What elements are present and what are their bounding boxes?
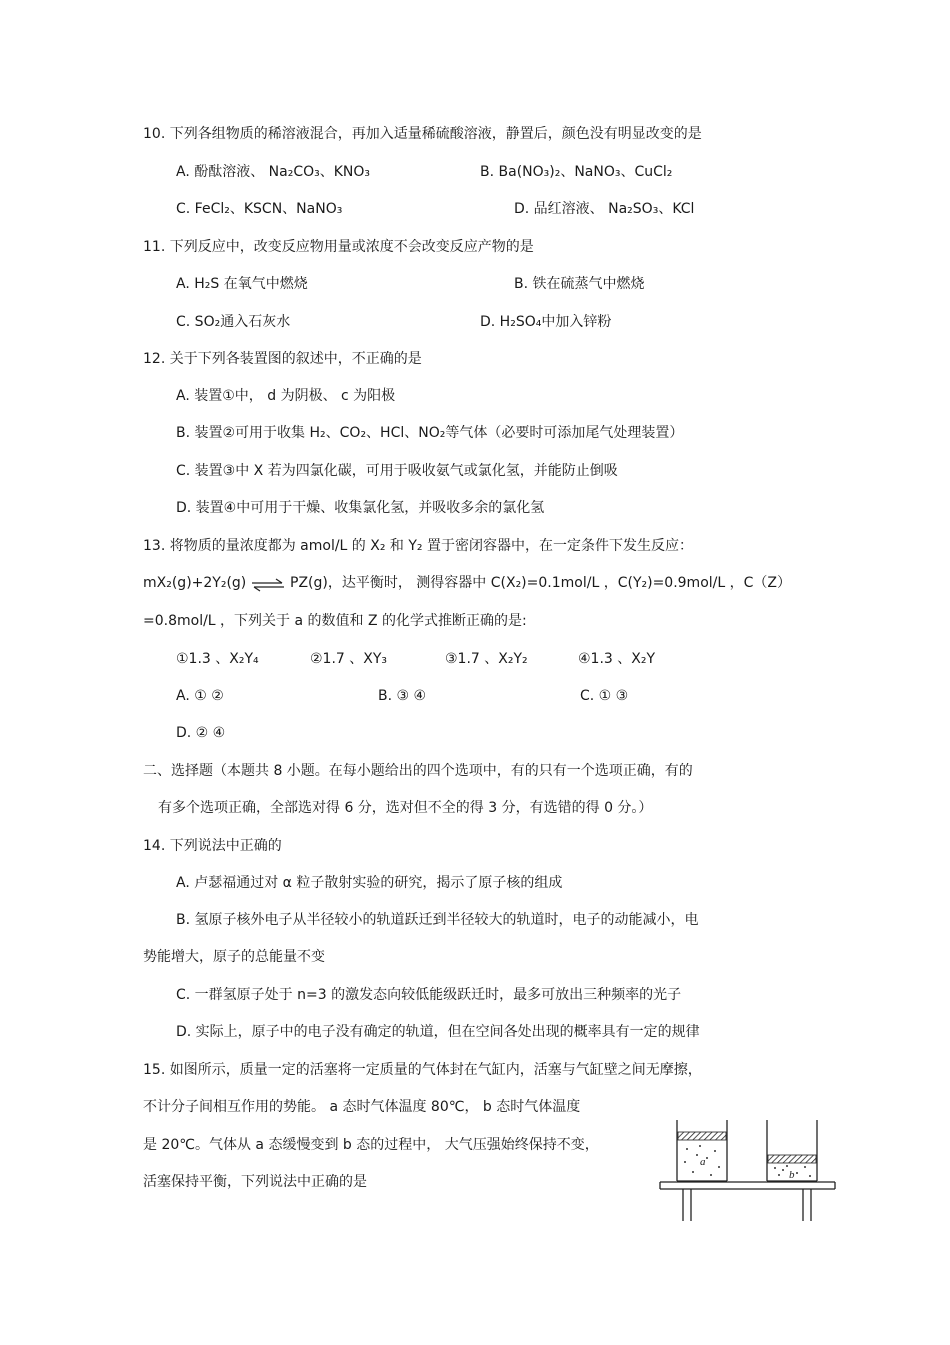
section2-header-line2: 有多个选项正确，全部选对得 6 分，选对但不全的得 3 分，有选错的得 0 分。） (158, 800, 653, 816)
q13-item-1: ①1.3 、X₂Y₄ (176, 651, 259, 667)
q11-option-d: D. H₂SO₄中加入锌粉 (480, 314, 612, 330)
q13-item-2: ②1.7 、XY₃ (310, 651, 388, 667)
q11-option-a: A. H₂S 在氧气中燃烧 (176, 276, 308, 292)
q14-option-b-line2: 势能增大，原子的总能量不变 (143, 949, 325, 965)
q10-stem: 10. 下列各组物质的稀溶液混合，再加入适量稀硫酸溶液，静置后，颜色没有明显改变的是 (143, 126, 702, 142)
q13-stem-line1: 13. 将物质的量浓度都为 amol/L 的 X₂ 和 Y₂ 置于密闭容器中，在一定条件下发生反应： (143, 538, 693, 554)
q13-stem-line2-right: PZ(g)，达平衡时， 测得容器中 C(X₂)=0.1mol/L ，C(Y₂)=0.9mol/L ，C（Z） (290, 575, 791, 591)
q13-item-3: ③1.7 、X₂Y₂ (445, 651, 528, 667)
q14-option-c: C. 一群氢原子处于 n=3 的激发态向较低能级跃迁时，最多可放出三种频率的光子 (176, 987, 682, 1003)
q14-option-a: A. 卢瑟福通过对 α 粒子散射实验的研究，揭示了原子核的组成 (176, 875, 563, 891)
q13-option-b: B. ③ ④ (378, 688, 427, 704)
q15-stem-line4: 活塞保持平衡，下列说法中正确的是 (143, 1174, 367, 1190)
q10-option-b: B. Ba(NO₃)₂、NaNO₃、CuCl₂ (480, 164, 673, 180)
q13-stem-line2-left: mX₂(g)+2Y₂(g) (143, 575, 247, 591)
q14-stem: 14. 下列说法中正确的 (143, 838, 282, 854)
q10-option-c: C. FeCl₂、KSCN、NaNO₃ (176, 201, 343, 217)
q15-stem-line2: 不计分子间相互作用的势能。 a 态时气体温度 80℃， b 态时气体温度 (143, 1099, 581, 1115)
cylinder-figure (655, 1115, 840, 1225)
q13-stem-line3: =0.8mol/L ，下列关于 a 的数值和 Z 的化学式推断正确的是: (143, 613, 527, 629)
q11-option-b: B. 铁在硫蒸气中燃烧 (514, 276, 645, 292)
piston-a (678, 1132, 726, 1140)
q12-option-a: A. 装置①中， d 为阴极、 c 为阳极 (176, 388, 396, 404)
q11-option-c: C. SO₂通入石灰水 (176, 314, 291, 330)
label-b: b (789, 1169, 795, 1181)
q13-option-a: A. ① ② (176, 688, 224, 704)
cylinder-a (677, 1120, 727, 1181)
q12-option-d: D. 装置④中可用于干燥、收集氯化氢，并吸收多余的氯化氢 (176, 500, 545, 516)
q12-option-b: B. 装置②可用于收集 H₂、CO₂、HCl、NO₂等气体（必要时可添加尾气处理装置） (176, 425, 684, 441)
q10-option-d: D. 品红溶液、 Na₂SO₃、KCl (514, 201, 695, 217)
q11-stem: 11. 下列反应中，改变反应物用量或浓度不会改变反应产物的是 (143, 239, 534, 255)
section2-header-line1: 二、选择题（本题共 8 小题。在每小题给出的四个选项中，有的只有一个选项正确，有的 (143, 763, 693, 779)
q15-stem-line3: 是 20℃。气体从 a 态缓慢变到 b 态的过程中， 大气压强始终保持不变， (143, 1137, 599, 1153)
q13-option-c: C. ① ③ (580, 688, 629, 704)
q12-stem: 12. 关于下列各装置图的叙述中，不正确的是 (143, 351, 422, 367)
piston-b (768, 1155, 816, 1163)
q12-option-c: C. 装置③中 X 若为四氯化碳，可用于吸收氨气或氯化氢，并能防止倒吸 (176, 463, 618, 479)
label-a: a (700, 1156, 706, 1168)
cylinder-b (767, 1120, 817, 1181)
table-stand (660, 1182, 835, 1221)
q14-option-d: D. 实际上，原子中的电子没有确定的轨道，但在空间各处出现的概率具有一定的规律 (176, 1024, 700, 1040)
equilibrium-arrow-icon (250, 578, 286, 592)
q13-item-4: ④1.3 、X₂Y (578, 651, 656, 667)
q13-option-d: D. ② ④ (176, 725, 226, 741)
q15-stem-line1: 15. 如图所示，质量一定的活塞将一定质量的气体封在气缸内，活塞与气缸壁之间无摩擦， (143, 1062, 702, 1078)
q14-option-b-line1: B. 氢原子核外电子从半径较小的轨道跃迁到半径较大的轨道时，电子的动能减小，电 (176, 912, 699, 928)
q10-option-a: A. 酚酞溶液、 Na₂CO₃、KNO₃ (176, 164, 371, 180)
